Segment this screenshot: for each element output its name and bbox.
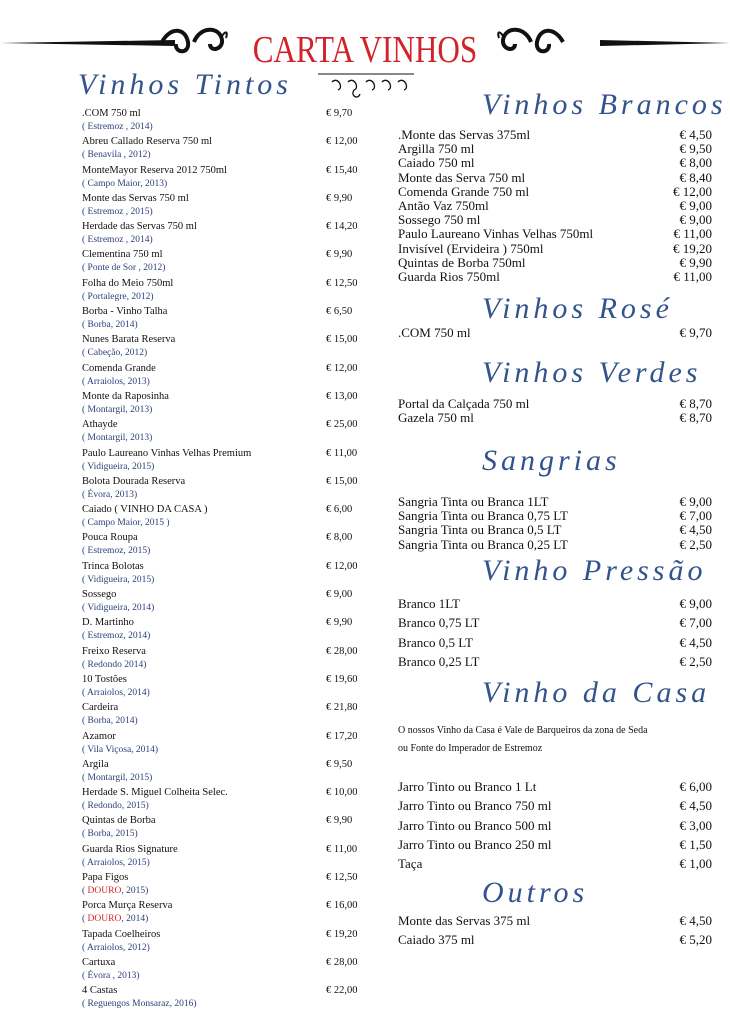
list-item [398,652,712,671]
list-item [82,900,367,928]
wine-name: Cardeira [82,702,119,714]
wine-price: € 11,00 [673,268,712,284]
list-item [398,213,712,227]
wine-name: Abreu Callado Reserva 750 ml [82,136,213,148]
wine-name: Sangria Tinta ou Branca 1LT [398,494,549,509]
wine-origin: ( Estremoz , 2014) [82,122,153,132]
heading-vinhos-verdes: Vinhos Verdes [482,356,702,389]
wine-price: € 8,00 [326,532,353,544]
house-wine-note-line-1: O nossos Vinho da Casa é Vale de Barqueiros da zona de Seda [398,725,648,736]
wine-origin: ( Borba, 2014) [82,716,138,727]
page-title: CARTA VINHOS [252,29,478,71]
wine-origin [82,886,148,896]
wine-origin: ( Estremoz , 2015) [82,206,153,217]
wine-price: € 4,50 [679,798,712,814]
wine-name: Monte da Raposinha [82,390,169,402]
list-item [82,815,367,843]
heading-sangrias: Sangrias [482,444,621,477]
wine-name: Branco 0,75 LT [398,615,480,631]
list-item [398,613,712,632]
wine-name: Pouca Roupa [82,532,138,544]
list-item [82,617,367,645]
wine-price: € 11,00 [326,843,358,855]
wine-price: € 28,00 [326,645,358,657]
list-item [82,561,367,589]
wine-price: € 12,50 [326,277,358,289]
wine-origin: ( Vidigueira, 2015) [82,461,155,472]
wine-price: € 9,00 [679,596,712,611]
list-item [398,816,712,835]
heading-outros: Outros [482,876,589,909]
wine-name: Quintas de Borba 750ml [398,254,526,270]
sangria-list [398,495,712,552]
wine-price: € 12,00 [326,136,358,148]
list-item [398,156,712,170]
list-item [82,165,367,193]
wine-price: € 13,00 [326,390,358,402]
wine-name: Comenda Grande [82,362,156,374]
list-item [398,835,712,854]
wine-price: € 19,60 [326,673,358,685]
list-item [398,509,712,523]
wine-name: Taça [398,856,423,872]
wine-origin: ( Campo Maior, 2013) [82,178,168,189]
list-item [398,199,712,213]
wine-price: € 9,70 [326,108,353,119]
draft-wine-list [398,594,712,671]
wine-price: € 8,70 [679,396,712,411]
wine-price: € 4,50 [679,522,712,538]
wine-origin: ( Montargil, 2013) [82,404,153,415]
wine-origin: ( Arraiolos, 2012) [82,942,150,953]
red-wine-list [82,108,367,1014]
wine-origin: ( Évora , 2013) [82,970,140,981]
list-item [82,787,367,815]
wine-price: € 12,00 [673,183,712,199]
wine-name: Herdade das Servas 750 ml [82,221,197,233]
wine-name: Jarro Tinto ou Branco 500 ml [398,817,552,833]
wine-price: € 19,20 [673,240,712,256]
list-item [82,278,367,306]
wine-price: € 15,40 [326,164,358,176]
wine-name: Sangria Tinta ou Branca 0,25 LT [398,536,568,552]
wine-name: MonteMayor Reserva 2012 750ml [82,164,227,176]
wine-origin: ( Redondo, 2015) [82,801,149,812]
wine-name: Bolota Dourada Reserva [82,475,186,487]
wine-name: Portal da Calçada 750 ml [398,396,530,411]
list-item [398,777,712,796]
wine-name: Argilla 750 ml [398,141,475,157]
wine-origin: ( Ponte de Sor , 2012) [82,263,166,274]
other-wine-list [398,911,712,950]
list-item [398,854,712,873]
wine-origin: ( Arraiolos, 2014) [82,687,150,698]
heading-vinhos-tintos: Vinhos Tintos [78,68,292,101]
wine-price: € 9,90 [326,192,353,204]
wine-price: € 9,00 [326,589,353,601]
wine-name: Monte das Serva 750 ml [398,169,526,185]
wine-price: € 9,90 [326,617,353,629]
list-item [398,270,712,284]
wine-origin: ( Cabeção, 2012) [82,348,148,359]
house-wine-note-line-2: ou Fonte do Imperador de Estremoz [398,743,543,754]
wine-price: € 12,00 [326,362,358,374]
wine-origin: ( Montargil, 2015) [82,772,153,783]
wine-origin: ( Borba, 2014) [82,320,138,331]
wine-price: € 7,00 [679,508,712,524]
wine-name: Papa Figos [82,872,129,884]
wine-name: Branco 1LT [398,596,460,611]
wine-name: Jarro Tinto ou Branco 250 ml [398,836,552,852]
list-item [398,128,712,142]
list-item [82,391,367,419]
wine-origin: ( Benavila , 2012) [82,150,151,161]
list-item [398,538,712,552]
wine-price: € 21,80 [326,702,358,714]
wine-origin: ( Évora, 2013) [82,489,138,500]
wine-origin: ( Vidigueira, 2015) [82,574,155,585]
wine-origin: ( Arraiolos, 2015) [82,857,150,868]
wine-origin: ( Portalegre, 2012) [82,291,154,302]
wine-origin: ( Vidigueira, 2014) [82,603,155,614]
wine-name: Caiado 750 ml [398,155,475,171]
list-item [398,227,712,241]
wine-name: D. Martinho [82,617,134,629]
wine-name: Comenda Grande 750 ml [398,183,530,199]
heading-vinhos-rose: Vinhos Rosé [482,292,673,325]
wine-price: € 8,40 [679,169,712,185]
wine-price: € 6,50 [326,306,353,318]
wine-price: € 9,90 [326,249,353,261]
house-wine-list [398,777,712,873]
wine-price: € 11,00 [673,226,712,242]
house-wine-note [398,722,718,758]
list-item [82,193,367,221]
list-item [82,985,367,1013]
list-item [398,911,712,930]
list-item [398,326,712,340]
list-item [82,872,367,900]
list-item [398,523,712,537]
wine-price: € 1,00 [679,856,712,872]
list-item [82,221,367,249]
heading-vinho-da-casa: Vinho da Casa [482,676,711,709]
list-item [82,759,367,787]
wine-price: € 3,00 [679,817,712,833]
wine-price: € 15,00 [326,475,358,487]
wine-price: € 9,50 [326,758,353,770]
wine-price: € 9,00 [679,494,712,509]
rose-wine-list [398,326,712,340]
list-item [82,448,367,476]
list-item [398,142,712,156]
wine-name: Cartuxa [82,956,116,968]
wine-name: Guarda Rios Signature [82,843,178,855]
list-item [82,476,367,504]
wine-name: Freixo Reserva [82,645,146,657]
wine-price: € 4,50 [679,634,712,650]
wine-origin [82,914,148,924]
wine-price: € 12,00 [326,560,358,572]
wine-price: € 12,50 [326,872,358,884]
wine-name: Sossego [82,589,117,601]
wine-name: Sangria Tinta ou Branca 0,5 LT [398,522,562,538]
wine-price: € 2,50 [679,536,712,552]
list-item [398,411,712,425]
wine-name: Paulo Laureano Vinhas Velhas 750ml [398,226,594,242]
wine-name: Caiado 375 ml [398,932,475,948]
list-item [82,929,367,957]
white-wine-list [398,128,712,284]
wine-origin: ( Montargil, 2013) [82,433,153,444]
wine-name: Monte das Servas 750 ml [82,192,189,204]
list-item [398,171,712,185]
wine-name: Guarda Rios 750ml [398,268,500,284]
wine-name: Jarro Tinto ou Branco 1 Lt [398,779,537,794]
list-item [82,646,367,674]
wine-price: € 8,00 [679,155,712,171]
wine-name: Paulo Laureano Vinhas Velhas Premium [82,447,252,459]
list-item [82,674,367,702]
wine-origin: ( Reguengos Monsaraz, 2016) [82,999,197,1010]
wine-price: € 4,50 [679,913,712,928]
list-item [82,249,367,277]
wine-name: Sangria Tinta ou Branca 0,75 LT [398,508,568,524]
green-wine-list [398,397,712,425]
wine-name: Herdade S. Miguel Colheita Selec. [82,787,228,799]
wine-name: Sossego 750 ml [398,212,481,228]
list-item [82,504,367,532]
wine-price: € 28,00 [326,956,358,968]
wine-price: € 9,00 [679,212,712,228]
wine-price: € 14,20 [326,221,358,233]
wine-price: € 9,00 [679,197,712,213]
wine-price: € 4,50 [679,127,712,142]
heading-vinhos-brancos: Vinhos Brancos [482,88,727,121]
wine-name: Porca Murça Reserva [82,900,173,912]
list-item [82,363,367,391]
origin-region-highlight: DOURO [87,886,122,897]
wine-price: € 22,00 [326,985,358,997]
list-item [82,731,367,759]
wine-name: .COM 750 ml [398,325,471,340]
list-item [82,136,367,164]
title-flourish-icon [318,72,414,102]
wine-price: € 8,70 [679,410,712,426]
origin-year: , 2014) [121,914,149,925]
list-item [398,796,712,815]
list-item [82,589,367,617]
wine-price: € 15,00 [326,334,358,346]
wine-name: 10 Tostões [82,673,127,685]
wine-price: € 1,50 [679,836,712,852]
heading-vinho-pressao: Vinho Pressão [482,554,707,587]
wine-name: Athayde [82,419,118,431]
wine-name: .COM 750 ml [82,108,141,119]
wine-price: € 2,50 [679,653,712,669]
wine-origin: ( Estremoz, 2015) [82,546,151,557]
wine-origin: ( Borba, 2015) [82,829,138,840]
wine-name: Quintas de Borba [82,815,156,827]
wine-origin: ( Redondo 2014) [82,659,147,670]
wine-price: € 6,00 [679,779,712,794]
list-item [82,957,367,985]
list-item [82,532,367,560]
list-item [398,397,712,411]
wine-name: Monte das Servas 375 ml [398,913,531,928]
list-item [82,844,367,872]
list-item [398,633,712,652]
list-item [398,185,712,199]
wine-name: Antão Vaz 750ml [398,197,489,213]
wine-price: € 9,70 [679,325,712,340]
list-item [398,495,712,509]
wine-price: € 9,50 [679,141,712,157]
list-item [398,930,712,949]
wine-name: Invisível (Ervideira ) 750ml [398,240,544,256]
wine-name: Folha do Meio 750ml [82,277,174,289]
list-item [82,306,367,334]
wine-price: € 7,00 [679,615,712,631]
list-item [398,594,712,613]
list-item [82,702,367,730]
wine-name: Argila [82,758,109,770]
wine-name: Gazela 750 ml [398,410,474,426]
list-item [398,256,712,270]
wine-name: Azamor [82,730,116,742]
wine-price: € 11,00 [326,447,358,459]
wine-origin: ( Estremoz, 2014) [82,631,151,642]
wine-origin: ( Estremoz , 2014) [82,235,153,246]
wine-name: Jarro Tinto ou Branco 750 ml [398,798,552,814]
wine-origin: ( Vila Viçosa, 2014) [82,744,159,755]
wine-name: Borba - Vinho Talha [82,306,168,318]
wine-name: Tapada Coelheiros [82,928,161,940]
wine-name: Branco 0,25 LT [398,653,480,669]
origin-region-highlight: DOURO [87,914,122,925]
wine-price: € 10,00 [326,787,358,799]
wine-price: € 9,90 [326,815,353,827]
wine-name: Trinca Bolotas [82,560,144,572]
list-item [398,242,712,256]
wine-price: € 5,20 [679,932,712,948]
wine-price: € 9,90 [679,254,712,270]
wine-price: € 17,20 [326,730,358,742]
list-item [82,108,367,136]
list-item [82,334,367,362]
wine-origin: ( Campo Maior, 2015 ) [82,518,170,529]
list-item [82,419,367,447]
origin-open: ( [82,886,88,897]
wine-origin: ( Arraiolos, 2013) [82,376,150,387]
wine-price: € 25,00 [326,419,358,431]
wine-price: € 6,00 [326,504,353,516]
wine-price: € 16,00 [326,900,358,912]
origin-year: , 2015) [121,886,149,897]
wine-price: € 19,20 [326,928,358,940]
wine-name: Nunes Barata Reserva [82,334,176,346]
origin-open: ( [82,914,88,925]
wine-name: Branco 0,5 LT [398,634,473,650]
wine-name: Clementina 750 ml [82,249,163,261]
wine-name: 4 Castas [82,985,118,997]
wine-name: Caiado ( VINHO DA CASA ) [82,504,208,516]
wine-name: .Monte das Servas 375ml [398,127,531,142]
